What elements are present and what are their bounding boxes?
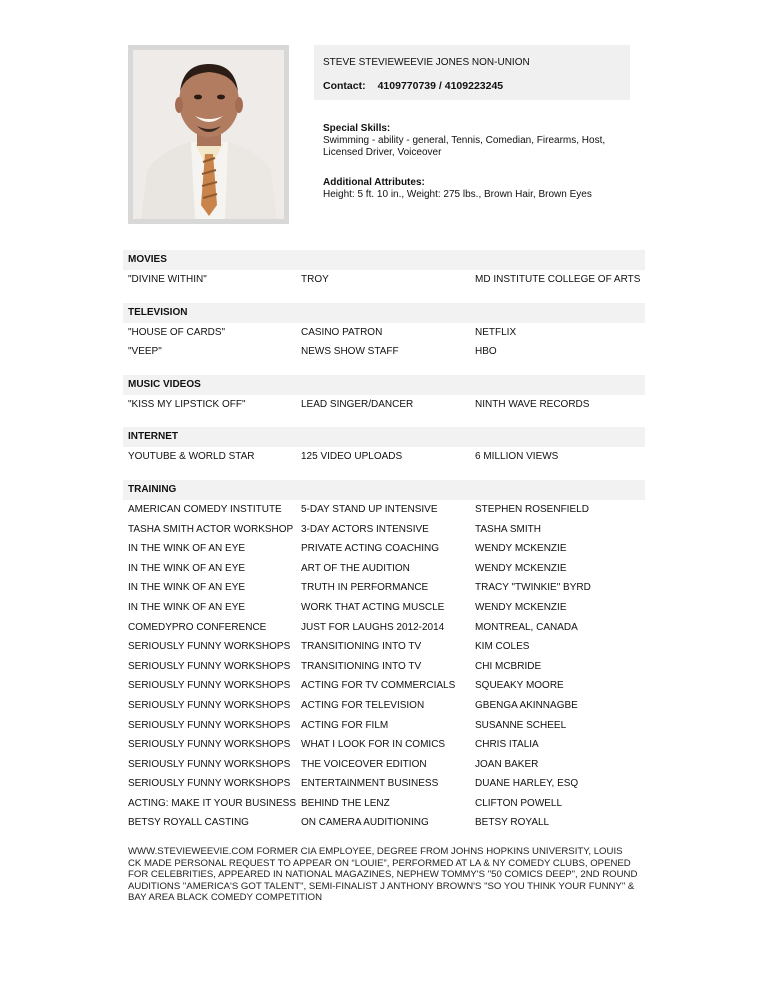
credit-project: BETSY ROYALL CASTING (128, 817, 249, 829)
credit-role: THE VOICEOVER EDITION (301, 758, 427, 770)
credit-project: IN THE WINK OF AN EYE (128, 562, 246, 574)
credit-row (123, 716, 645, 736)
credit-project: "KISS MY LIPSTICK OFF" (128, 398, 246, 410)
section-spacer (123, 414, 645, 427)
credit-row (123, 755, 645, 775)
credit-role: BEHIND THE LENZ (301, 797, 390, 809)
credit-project: SERIOUSLY FUNNY WORKSHOPS (128, 739, 291, 751)
credit-role: PRIVATE ACTING COACHING (301, 543, 439, 555)
credit-company: WENDY MCKENZIE (475, 562, 567, 574)
contact-label: Contact: (323, 80, 366, 92)
credit-row (123, 774, 645, 794)
credit-company: MONTREAL, CANADA (475, 621, 578, 633)
credit-row (123, 813, 645, 833)
credit-row (123, 559, 645, 579)
credit-row (123, 323, 645, 343)
special-skills (323, 123, 623, 159)
credit-row (123, 395, 645, 415)
headshot-photo (128, 45, 289, 224)
credit-role: ON CAMERA AUDITIONING (301, 817, 429, 829)
credit-project: "VEEP" (128, 346, 162, 358)
credit-company: CLIFTON POWELL (475, 797, 563, 809)
special-skills-text: Swimming - ability - general, Tennis, Comedian, Firearms, Host, Licensed Driver, Voiceover (323, 135, 606, 158)
credit-role: ENTERTAINMENT BUSINESS (301, 778, 439, 790)
section-header-training: TRAINING (123, 480, 645, 500)
credit-company: SQUEAKY MOORE (475, 680, 564, 692)
credit-company: NETFLIX (475, 326, 517, 338)
credit-company: CHRIS ITALIA (475, 739, 539, 751)
credit-company: STEPHEN ROSENFIELD (475, 503, 589, 515)
credit-company: 6 MILLION VIEWS (475, 451, 559, 463)
credit-row (123, 696, 645, 716)
credit-company: JOAN BAKER (475, 758, 539, 770)
credit-role: WORK THAT ACTING MUSCLE (301, 601, 445, 613)
credit-company: TRACY "TWINKIE" BYRD (475, 582, 591, 594)
credit-project: IN THE WINK OF AN EYE (128, 543, 246, 555)
credit-row (123, 520, 645, 540)
credit-project: ACTING: MAKE IT YOUR BUSINESS (128, 797, 296, 809)
credit-role: 5-DAY STAND UP INTENSIVE (301, 503, 438, 515)
credit-role: ACTING FOR TV COMMERCIALS (301, 680, 456, 692)
credit-role: JUST FOR LAUGHS 2012-2014 (301, 621, 445, 633)
contact-value: 4109770739 / 4109223245 (377, 80, 504, 92)
credit-project: AMERICAN COMEDY INSTITUTE (128, 503, 282, 515)
section-spacer (123, 362, 645, 375)
credit-company: HBO (475, 346, 497, 358)
credit-project: SERIOUSLY FUNNY WORKSHOPS (128, 660, 291, 672)
credit-row (123, 598, 645, 618)
credit-company: WENDY MCKENZIE (475, 543, 567, 555)
credit-row (123, 342, 645, 362)
credit-row (123, 794, 645, 814)
credit-project: YOUTUBE & WORLD STAR (128, 451, 255, 463)
credit-company: NINTH WAVE RECORDS (475, 398, 590, 410)
contact-line (323, 80, 503, 92)
credit-row (123, 447, 645, 467)
credit-project: IN THE WINK OF AN EYE (128, 582, 246, 594)
credit-project: TASHA SMITH ACTOR WORKSHOP (128, 523, 294, 535)
section-spacer (123, 467, 645, 480)
credits-sections (123, 250, 645, 833)
credit-row (123, 735, 645, 755)
credit-company: MD INSTITUTE COLLEGE OF ARTS (475, 274, 641, 285)
credit-role: ART OF THE AUDITION (301, 562, 410, 574)
section-header-television: TELEVISION (123, 303, 645, 323)
actor-name: STEVE STEVIEWEEVIE JONES NON-UNION (323, 57, 530, 68)
credit-project: SERIOUSLY FUNNY WORKSHOPS (128, 719, 291, 731)
credit-row (123, 637, 645, 657)
credit-project: SERIOUSLY FUNNY WORKSHOPS (128, 699, 291, 711)
additional-attributes (323, 177, 623, 201)
credit-row (123, 676, 645, 696)
credit-row (123, 578, 645, 598)
credit-project: SERIOUSLY FUNNY WORKSHOPS (128, 778, 291, 790)
credit-role: ACTING FOR TELEVISION (301, 699, 425, 711)
credit-project: "HOUSE OF CARDS" (128, 326, 226, 338)
credit-company: BETSY ROYALL (475, 817, 550, 829)
additional-attributes-label: Additional Attributes: (323, 177, 425, 188)
credit-row (123, 270, 645, 290)
headshot-image (133, 50, 284, 219)
credit-project: COMEDYPRO CONFERENCE (128, 621, 267, 633)
credit-company: SUSANNE SCHEEL (475, 719, 567, 731)
credit-company: TASHA SMITH (475, 523, 541, 535)
credit-project: IN THE WINK OF AN EYE (128, 601, 246, 613)
additional-attributes-text: Height: 5 ft. 10 in., Weight: 275 lbs., Brown Hair, Brown Eyes (323, 189, 592, 200)
section-header-movies: MOVIES (123, 250, 645, 270)
credit-row (123, 500, 645, 520)
special-skills-label: Special Skills: (323, 123, 391, 134)
credit-row (123, 657, 645, 677)
credit-role: TRANSITIONING INTO TV (301, 660, 422, 672)
credit-role: ACTING FOR FILM (301, 719, 389, 731)
credit-row (123, 618, 645, 638)
credit-company: DUANE HARLEY, ESQ (475, 778, 579, 790)
credit-project: SERIOUSLY FUNNY WORKSHOPS (128, 758, 291, 770)
credit-project: "DIVINE WITHIN" (128, 274, 207, 285)
section-spacer (123, 290, 645, 303)
credit-project: SERIOUSLY FUNNY WORKSHOPS (128, 641, 291, 653)
credit-role: TRANSITIONING INTO TV (301, 641, 422, 653)
credit-role: CASINO PATRON (301, 326, 383, 338)
credit-role: 125 VIDEO UPLOADS (301, 451, 403, 463)
credit-role: 3-DAY ACTORS INTENSIVE (301, 523, 429, 535)
credit-company: KIM COLES (475, 641, 530, 653)
credit-project: SERIOUSLY FUNNY WORKSHOPS (128, 680, 291, 692)
credit-role: LEAD SINGER/DANCER (301, 398, 414, 410)
credit-row (123, 539, 645, 559)
bio-paragraph: WWW.STEVIEWEEVIE.COM FORMER CIA EMPLOYEE, DEGREE FROM JOHNS HOPKINS UNIVERSITY, LOUIS CK MADE PERSONAL REQUEST TO APPEAR ON “LOUIE”, PERFORMED AT LA & NY COMEDY CLUBS, OPENED FOR CELEBRITIES, APPEARED IN NATIONAL MAGAZINES, NEPHEW TOMMY'S "50 COMICS DEEP", 2ND ROUND AUDITIONS "AMERICA'S GOT TALENT", SEMI-FINALIST J ANTHONY BROWN'S "SO YOU THINK YOUR FUNNY" & BAY AREA BLACK COMEDY COMPETITION (128, 846, 638, 904)
credit-company: GBENGA AKINNAGBE (475, 699, 578, 711)
section-header-internet: INTERNET (123, 427, 645, 447)
header-box (314, 45, 630, 100)
credit-role: NEWS SHOW STAFF (301, 346, 399, 358)
credit-role: WHAT I LOOK FOR IN COMICS (301, 739, 446, 751)
section-header-music-videos: MUSIC VIDEOS (123, 375, 645, 395)
credit-company: CHI MCBRIDE (475, 660, 542, 672)
credit-company: WENDY MCKENZIE (475, 601, 567, 613)
credit-role: TRUTH IN PERFORMANCE (301, 582, 429, 594)
credit-role: TROY (301, 274, 329, 285)
